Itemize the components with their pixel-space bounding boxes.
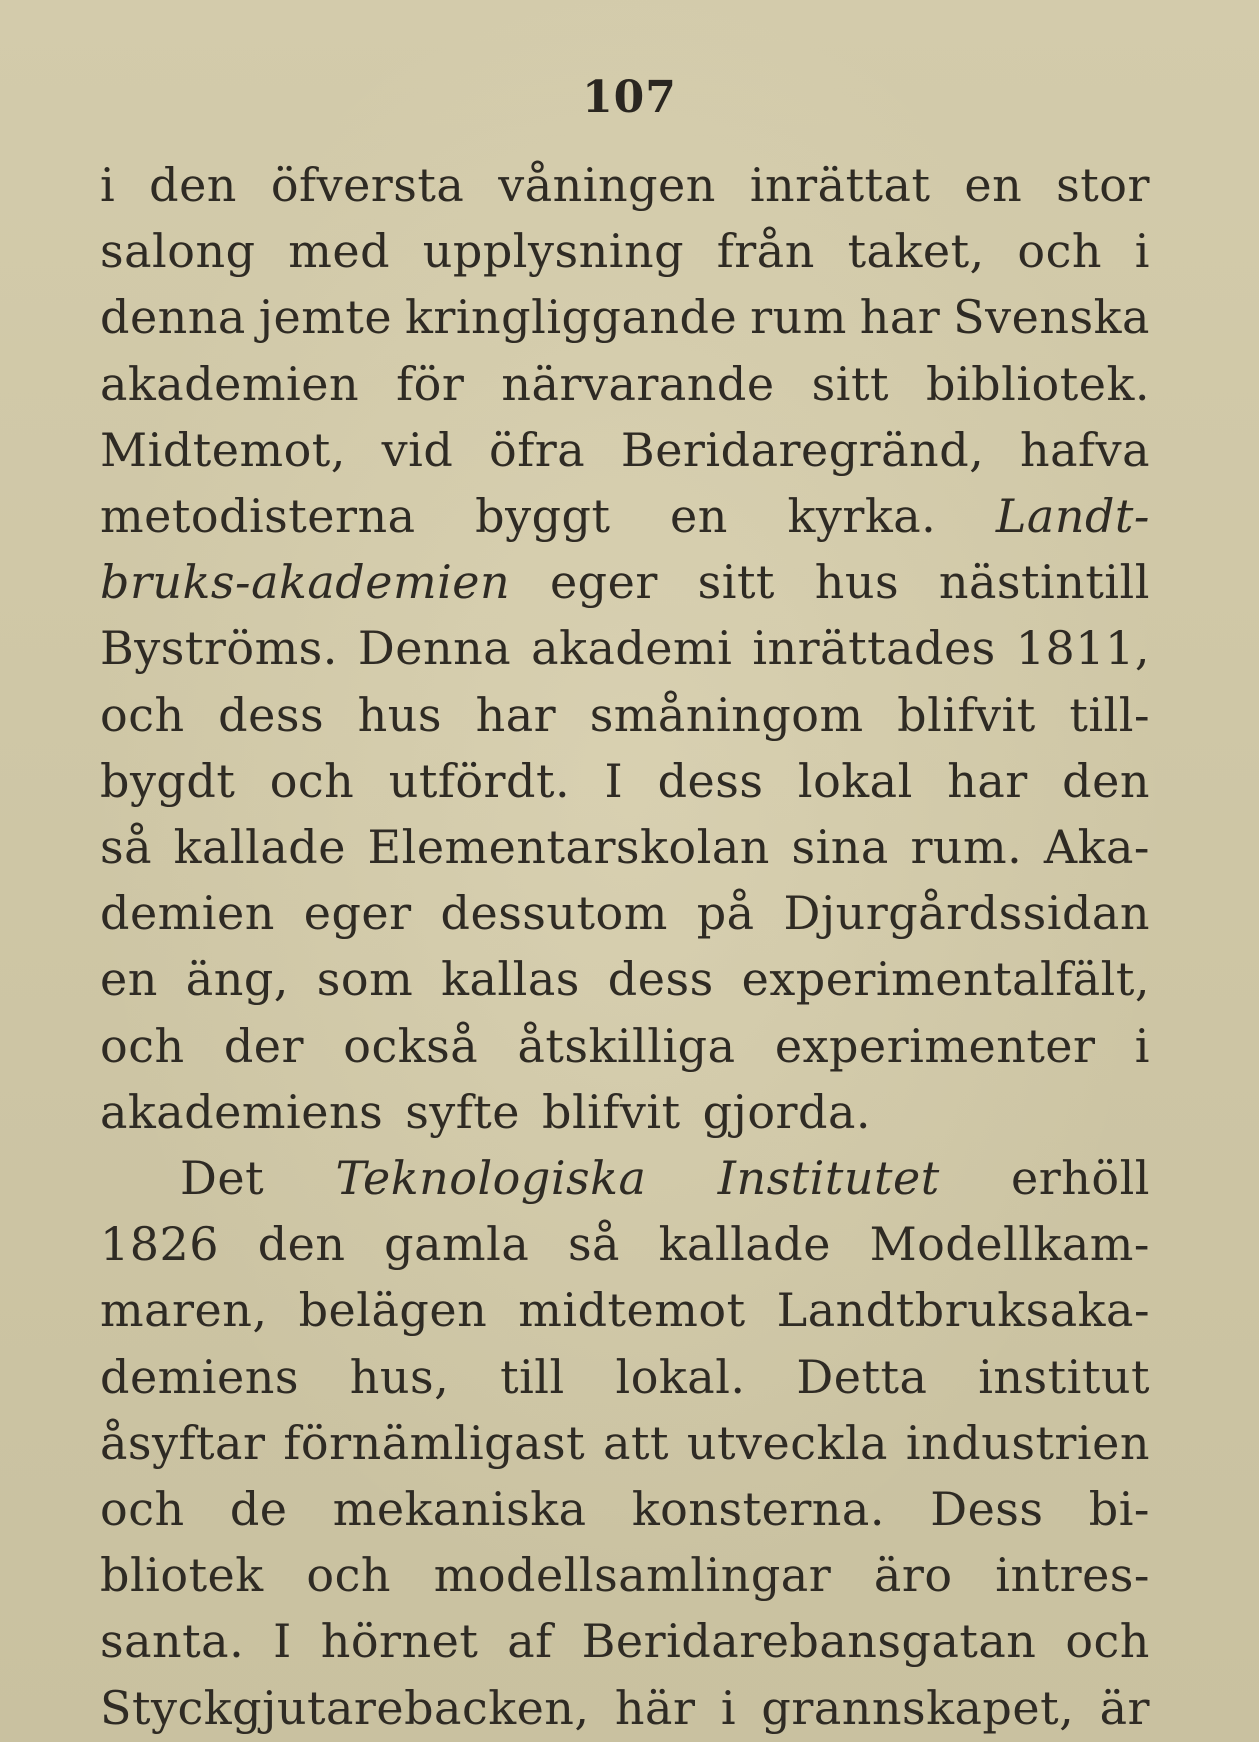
word: sitt xyxy=(697,555,775,610)
word: här xyxy=(614,1680,696,1735)
word: äro xyxy=(873,1548,953,1603)
word: och xyxy=(306,1548,391,1603)
word: dess xyxy=(657,753,764,808)
text-line xyxy=(100,1476,1150,1542)
word: kyrka. xyxy=(787,489,937,543)
word: gamla xyxy=(384,1217,530,1272)
word: rum. xyxy=(910,820,1023,874)
text-line xyxy=(100,1344,1150,1410)
text-line xyxy=(100,682,1150,748)
word: och xyxy=(1065,1614,1150,1669)
word: syfte xyxy=(405,1084,521,1139)
word: sitt xyxy=(811,356,889,411)
word: en xyxy=(964,158,1023,212)
word: så xyxy=(100,820,153,874)
word: Denna xyxy=(357,621,512,676)
word: bruks-akademien xyxy=(100,555,511,610)
word: är xyxy=(1099,1680,1150,1735)
word: och xyxy=(269,753,355,808)
word: nästintill xyxy=(938,555,1150,610)
word: hörnet xyxy=(320,1614,479,1669)
text-line xyxy=(100,549,1150,615)
word: maren, xyxy=(100,1283,268,1338)
word: att xyxy=(603,1415,669,1470)
word: I xyxy=(273,1614,292,1669)
word: lokal. xyxy=(615,1349,746,1404)
word: upplysning xyxy=(422,224,685,279)
word: den xyxy=(257,1217,346,1272)
page-number: 107 xyxy=(582,72,677,123)
word: de xyxy=(229,1482,288,1536)
word: Detta xyxy=(796,1349,928,1404)
word: Landt- xyxy=(995,489,1150,543)
word: till- xyxy=(1069,687,1150,742)
text-line xyxy=(100,1542,1150,1608)
word: bi- xyxy=(1088,1482,1150,1536)
word: kallade xyxy=(173,820,346,874)
word: bibliotek. xyxy=(926,356,1150,411)
word: våningen xyxy=(498,158,716,212)
word: öfra xyxy=(489,422,586,477)
word: Djurgårdssidan xyxy=(783,886,1150,941)
word: grannskapet, xyxy=(761,1680,1075,1735)
word: åsyftar xyxy=(100,1415,266,1470)
text-line xyxy=(100,152,1150,218)
word: Det xyxy=(180,1151,265,1205)
word: Teknologiska xyxy=(335,1151,647,1205)
word: som xyxy=(316,952,414,1007)
word: rum xyxy=(750,290,847,345)
word: från xyxy=(716,224,815,279)
text-line xyxy=(100,417,1150,483)
word: öfversta xyxy=(270,158,465,212)
word: har xyxy=(947,753,1028,808)
word: intres- xyxy=(995,1548,1150,1603)
word: akademien xyxy=(100,356,360,411)
word: också xyxy=(343,1018,479,1073)
word: experimenter xyxy=(774,1018,1096,1073)
word: i xyxy=(100,158,116,212)
word: metodisterna xyxy=(100,489,416,543)
word: en xyxy=(670,489,728,543)
word: inrättades xyxy=(752,621,996,676)
word: Elementarskolan xyxy=(367,820,770,874)
word: Institutet xyxy=(717,1151,940,1205)
word: Landtbruksaka- xyxy=(776,1283,1150,1338)
word: experimentalfält, xyxy=(741,952,1150,1007)
word: eger xyxy=(303,886,412,941)
word: erhöll xyxy=(1011,1151,1150,1205)
word: Byströms. xyxy=(100,621,338,676)
word: dess xyxy=(607,952,714,1007)
text-line xyxy=(100,284,1150,350)
word: belägen xyxy=(298,1283,488,1338)
word: i xyxy=(1134,224,1150,279)
word: demien xyxy=(100,886,275,941)
word: bygdt xyxy=(100,753,236,808)
word: demiens xyxy=(100,1349,299,1404)
word: och xyxy=(100,687,185,742)
word: äng, xyxy=(185,952,289,1007)
word: dessutom xyxy=(440,886,668,941)
word: midtemot xyxy=(518,1283,746,1338)
text-line xyxy=(100,218,1150,284)
word: har xyxy=(859,290,941,345)
word: eger xyxy=(549,555,658,610)
word: blifvit xyxy=(542,1084,681,1139)
word: Dess xyxy=(930,1482,1044,1536)
word: industrien xyxy=(905,1415,1150,1470)
word: närvarande xyxy=(501,356,775,411)
word: utveckla xyxy=(686,1415,888,1470)
word: blifvit xyxy=(897,687,1036,742)
word: mekaniska xyxy=(332,1482,587,1536)
text-line xyxy=(100,351,1150,417)
word: och xyxy=(100,1018,185,1073)
word: hus xyxy=(814,555,900,610)
word: Beridarebansgatan xyxy=(581,1614,1037,1669)
text-line xyxy=(100,1675,1150,1741)
word: bliotek xyxy=(100,1548,264,1603)
word: till xyxy=(500,1349,565,1404)
word: af xyxy=(507,1614,553,1669)
word: så xyxy=(567,1217,620,1272)
text-line xyxy=(100,1211,1150,1277)
word: salong xyxy=(100,224,256,279)
word: Modellkam- xyxy=(869,1217,1150,1272)
word: den xyxy=(1062,753,1150,808)
word: i xyxy=(1134,1018,1150,1073)
word: utfördt. xyxy=(388,753,571,808)
word: kallade xyxy=(658,1217,831,1272)
text-line xyxy=(100,1145,1150,1211)
word: akademi xyxy=(531,621,733,676)
word: har xyxy=(475,687,557,742)
text-line xyxy=(100,946,1150,1012)
word: med xyxy=(288,224,391,279)
text-line xyxy=(100,483,1150,549)
word: konsterna. xyxy=(631,1482,885,1536)
word: på xyxy=(696,886,755,941)
word: den xyxy=(149,158,237,212)
word: dess xyxy=(218,687,325,742)
word: lokal xyxy=(797,753,913,808)
text-line xyxy=(100,1079,1150,1145)
word: kallas xyxy=(441,952,580,1007)
word: santa. xyxy=(100,1614,245,1669)
word: för xyxy=(396,356,465,411)
word: taket, xyxy=(847,224,985,279)
text-line xyxy=(100,615,1150,681)
word: I xyxy=(604,753,624,808)
word: modellsamlingar xyxy=(433,1548,832,1603)
text-line xyxy=(100,814,1150,880)
word: 1826 xyxy=(100,1217,220,1272)
word: kringliggande xyxy=(404,290,738,345)
word: i xyxy=(720,1680,737,1735)
word: och xyxy=(100,1482,185,1536)
word: byggt xyxy=(475,489,611,543)
word: gjorda. xyxy=(702,1084,871,1139)
text-line xyxy=(100,748,1150,814)
word: jemte xyxy=(258,290,393,345)
word: der xyxy=(223,1018,305,1073)
word: hafva xyxy=(1020,422,1150,477)
word: denna xyxy=(100,290,246,345)
word: och xyxy=(1017,224,1103,279)
word: 1811, xyxy=(1015,621,1150,676)
word: vid xyxy=(381,422,454,477)
word: förnämligast xyxy=(283,1415,586,1470)
text-line xyxy=(100,880,1150,946)
text-line xyxy=(100,1410,1150,1476)
word: åtskilliga xyxy=(517,1018,736,1073)
word: akademiens xyxy=(100,1084,384,1139)
word: institut xyxy=(978,1349,1150,1404)
word: Aka- xyxy=(1043,820,1150,874)
word: Styckgjutarebacken, xyxy=(100,1680,590,1735)
text-line xyxy=(100,1277,1150,1343)
text-line xyxy=(100,1013,1150,1079)
word: småningom xyxy=(589,687,864,742)
word: en xyxy=(100,952,158,1007)
word: hus xyxy=(357,687,442,742)
word: hus, xyxy=(349,1349,450,1404)
word: sina xyxy=(791,820,889,874)
word: inrättat xyxy=(749,158,931,212)
word: Svenska xyxy=(953,290,1150,345)
word: stor xyxy=(1056,158,1150,212)
text-line xyxy=(100,1608,1150,1674)
word: Beridaregränd, xyxy=(620,422,985,477)
word: Midtemot, xyxy=(100,422,346,477)
